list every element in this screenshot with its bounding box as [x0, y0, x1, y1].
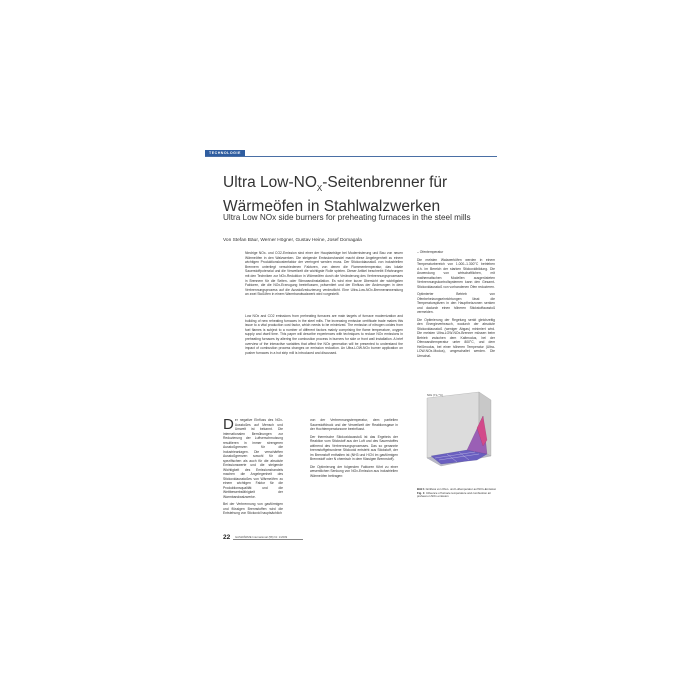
abstract-english: Low NOx and CO2 emissions from preheating furnaces are main targets of furnace modernization and building of new reheating furnaces in the steel mills. The increasing emission certificate trade makes this issue to a vital production cost factor, which needs to be minimized. The emission of nitrogen oxides from fuel flames is subject to a number of different factors mainly comprising the flame temperature, oxygen supply and dwell time. This paper will describe experiences with techniques to reduce NOx emissions in preheating furnaces by altering the combustion process in burners for side or front wall installation. A brief overview of the interactive variables that affect the NOx generation will be presented to understand the impact of combustion process changes on emission reduction. An Ultra-LOW-NOx burner application on pusher furnaces in a hot strip mill is introduced and discussed. [245, 314, 403, 355]
page-footer [205, 534, 497, 546]
article-subtitle: Ultra Low NOx side burners for preheating furnaces in the steel mills [223, 213, 471, 222]
caption-german-text: Einfluss von Ofen- und Luftemperatur auf NOx-Emission [426, 487, 497, 491]
article-title [223, 174, 493, 216]
footer-source: GASWÄRME International (58) Nr. 1/2009 [235, 535, 288, 539]
body-paragraph: Optimierter Betrieb von Ofenbeheizungseinrichtungen lässt die Temperaturspitzen in den Hauptheizzonen senken und dadurch einen höheren Stickstoffausstoß vermeiden. [417, 292, 495, 314]
body-paragraph: Die Optimierung der Regelung senkt gleichzeitig den Energieverbrauch, wodurch der absolute Stickoxidausstoß (weniger Abgas) minimiert wird. Die meisten Ultra-LOW-NOx-Brenner müssen beim Betrieb zwischen dem Kaltmodus, bei der Ofenwandtemperatur unter 800°C, und dem Heißmodus, bei einer höheren Temperatur (Ultra-LOW-NOx-Modus), umgeschaltet werden. Die Umschal- [417, 317, 495, 358]
caption-english [417, 492, 497, 499]
body-paragraph [223, 418, 283, 499]
body-paragraph: Die meisten Walzwerköfen werden in einem Temperaturbereich von 1.000–1.300°C betrieben d.h. im Bereich der starken Stickoxidbildung. Die Anwendung von wirtschaftlichen, mit mathematischen Modellen ausgerüsteten Verbrennungskontrollsystemen kann den Gesamt-Stickoxidausstoß von vorhandenen Öfen reduzieren. [417, 257, 495, 289]
section-label: TECHNOLOGIE [205, 150, 245, 156]
body-column-1 [223, 418, 283, 519]
section-header [205, 150, 497, 158]
abstract-german: Niedrige NOx- und CO2-Emission sind einer der Hauptanträge bei Modernisierung und Bau von neuen Wärmeöfen in den Walzwerken. Die steigende Emissionshandel macht diese Angelegenheit zu einem wichtigen Produktionskostenfaktor der verringert werden muss. Der Stickoxidausstoß von industriellen Brennern unterliegt verschiedenen Faktoren, von denen die Flammentemperatur, das lokale Sauerstoffpotenzial und die Verweilzeit die wichtigste Rolle spielen. Dieser Artikel beschreibt Erfahrungen mit den Techniken zur NOx-Reduktion in Wärmeöfen durch die Veränderung des Verbrennungsprozesses in Brennern für die Seiten- oder Stirnwandinstallation. Es wird eine kurze Übersicht der wichtigsten Faktoren, die die NOx-Erzeugung beeinflussen, präsentiert und der Einfluss der Änderungen in dem Verbrennungsprozess auf die Ausstoßreduzierung verdeutlicht. Eine Ultra-Low-NOx-Brenneranwendung an zwei Stoßöfen in einem Warmbandwalzwerk wird vorgestellt. [245, 251, 403, 297]
page-number: 22 [223, 534, 231, 541]
body-paragraph: Bei der Verbrennung von gasförmigen und flüssigen Brennstoffen wird die Entstehung von Stickoxid hauptsächlich [223, 502, 283, 515]
figure-caption [417, 488, 497, 499]
caption-english-text: Influence of furnace temperature and combustion air preheat on NOx emission [417, 490, 491, 499]
body-column-3 [417, 250, 495, 361]
figure-3d-surface-plot [417, 388, 497, 486]
plot-axis-label: NOx (Y1 / °C) [427, 394, 443, 397]
body-paragraph: – Ofentemperatur [417, 250, 444, 254]
footer-rule [233, 539, 303, 540]
surface-plot-graphic [417, 388, 497, 486]
caption-german-label: Bild 1: [417, 487, 426, 491]
body-paragraph: Die Optimierung der folgenden Faktoren führt zu einer wesentlichen Senkung von NOx-Emission aus industriellen Wärmeöfen beitragen: [310, 464, 398, 478]
title-subscript: X [316, 184, 323, 194]
body-column-2 [310, 418, 398, 481]
paragraph-text: er negative Einfluss des NOx-Ausstoßes auf Mensch und Umwelt ist bekannt. Die internationalen Bemühungen zur Reduzierung der Luftverschmutzung resultieren in immer strengeren Ausstoßgrenzen für die Industrieanlagen. Die verschärften Ausstoßgrenzen sowohl für die spezifischen als auch für die absolute Emissionswerte und die steigende Wichtigkeit des Emissionshandels machen die Angelegenheit des Stickoxidausstoßes von Wärmeöfen zu einem wichtigen Faktor für die Produktionsqualität und die Wettbewerbsfähigkeit der Warmbandwalzwerke. [223, 418, 283, 499]
title-main: Ultra Low-NO [223, 174, 317, 191]
body-paragraph: von der Verbrennungstemperatur, dem partiellen Sauerstoffdruck und der Verweilzeit der Reaktionsgase in der Hochtemperaturzone beeinflusst. [310, 418, 398, 431]
title-rest: -Seitenbrenner für Wärmeöfen in Stahlwalzwerken [223, 174, 448, 216]
body-paragraph: Der thermische Stickoxidausstoß ist das Ergebnis der Reaktion vom Stickstoff aus der Luft und des Sauerstoffes während des Verbrennungsprozesses. Das so genannte brennstoffgebundene Stickoxid entsteht aus Stickstoff, der im Brennstoff enthalten ist (NH3 und HCN im gasförmigen Brennstoff oder N chemisch in dem flüssigen Brennstoff). [310, 434, 398, 461]
article-authors: Von Stefan Bäur, Werner Högner, Gustav Heine, Josef Domagala [223, 238, 362, 243]
section-rule [205, 156, 497, 157]
caption-english-label: Fig. 1: [417, 490, 426, 495]
drop-cap: D [223, 416, 234, 433]
magazine-page [205, 150, 497, 548]
